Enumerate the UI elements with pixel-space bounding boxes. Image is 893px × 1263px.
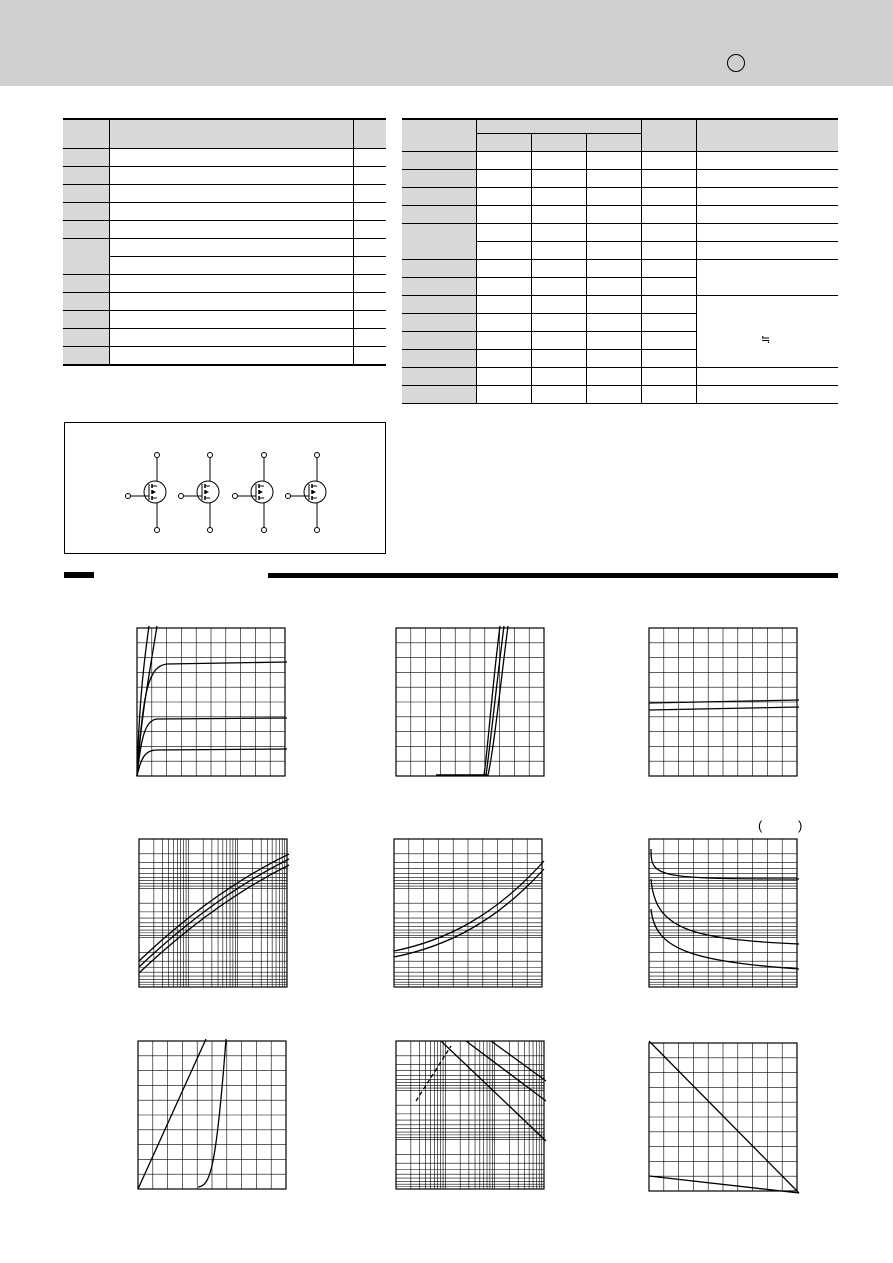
table-row xyxy=(402,386,838,404)
table-row xyxy=(402,152,838,170)
mosfet-symbol-icon xyxy=(126,453,167,533)
chart-derating xyxy=(648,1042,798,1192)
header-band xyxy=(0,0,893,86)
chart-capacitance-characteristics xyxy=(648,838,798,988)
table-header-row xyxy=(63,119,386,149)
mosfet-symbol-icon xyxy=(233,453,274,533)
chart-grid xyxy=(138,1039,286,1189)
chart-grid xyxy=(649,628,799,776)
chart-transfer-characteristics xyxy=(395,627,545,777)
chart-grid xyxy=(649,1041,799,1193)
circuit-diagram-box xyxy=(64,422,386,554)
chart-grid xyxy=(139,839,289,987)
chart-diode-characteristics xyxy=(137,1040,287,1190)
table-row xyxy=(402,188,838,206)
table-row xyxy=(63,185,386,203)
drain-terminal xyxy=(155,453,160,458)
mosfet-symbol-icon xyxy=(179,453,220,533)
circuit-diagram xyxy=(65,423,385,553)
table-row xyxy=(63,275,386,293)
table-row xyxy=(402,170,838,188)
gate-terminal xyxy=(126,494,131,499)
gate-terminal xyxy=(179,494,184,499)
table-header-row xyxy=(402,119,838,134)
source-terminal xyxy=(208,528,213,533)
chart-grid xyxy=(394,839,544,987)
table-row xyxy=(63,149,386,167)
chart-frame xyxy=(139,839,287,987)
chart-loglog-characteristics xyxy=(138,838,288,988)
chart-semilog-characteristics xyxy=(393,838,543,988)
drain-terminal xyxy=(315,453,320,458)
table-row xyxy=(402,206,838,224)
section-bar-left xyxy=(64,572,94,578)
section-bar-right xyxy=(268,573,838,578)
source-terminal xyxy=(315,528,320,533)
chart-output-characteristics xyxy=(136,627,286,777)
chart-grid xyxy=(396,626,544,776)
table-row xyxy=(63,257,386,275)
chart-grid xyxy=(649,839,799,987)
table-row xyxy=(63,329,386,347)
absolute-maximum-ratings-table xyxy=(63,118,386,366)
table-row xyxy=(63,221,386,239)
table-row xyxy=(402,260,838,278)
chart-grid xyxy=(137,626,287,776)
unit-parentheses: ( ) xyxy=(758,818,819,833)
source-terminal xyxy=(155,528,160,533)
table-row xyxy=(402,296,838,314)
table-row xyxy=(402,368,838,386)
approx-symbol: ≒ xyxy=(761,334,771,346)
gate-terminal xyxy=(233,494,238,499)
table-row xyxy=(63,167,386,185)
mosfet-symbol-icon xyxy=(286,453,327,533)
chart-flat-characteristics xyxy=(648,627,798,777)
table-row xyxy=(63,347,386,366)
drain-terminal xyxy=(262,453,267,458)
gate-terminal xyxy=(286,494,291,499)
table-row xyxy=(63,203,386,221)
table-row xyxy=(63,293,386,311)
drain-terminal xyxy=(208,453,213,458)
source-terminal xyxy=(262,528,267,533)
table-row xyxy=(63,239,386,257)
chart-safe-operating-area xyxy=(395,1040,545,1190)
electrical-characteristics-table xyxy=(402,118,838,404)
chart-grid xyxy=(396,1041,546,1189)
circle-mark-icon xyxy=(727,54,745,72)
table-row xyxy=(63,311,386,329)
table-row xyxy=(402,224,838,242)
